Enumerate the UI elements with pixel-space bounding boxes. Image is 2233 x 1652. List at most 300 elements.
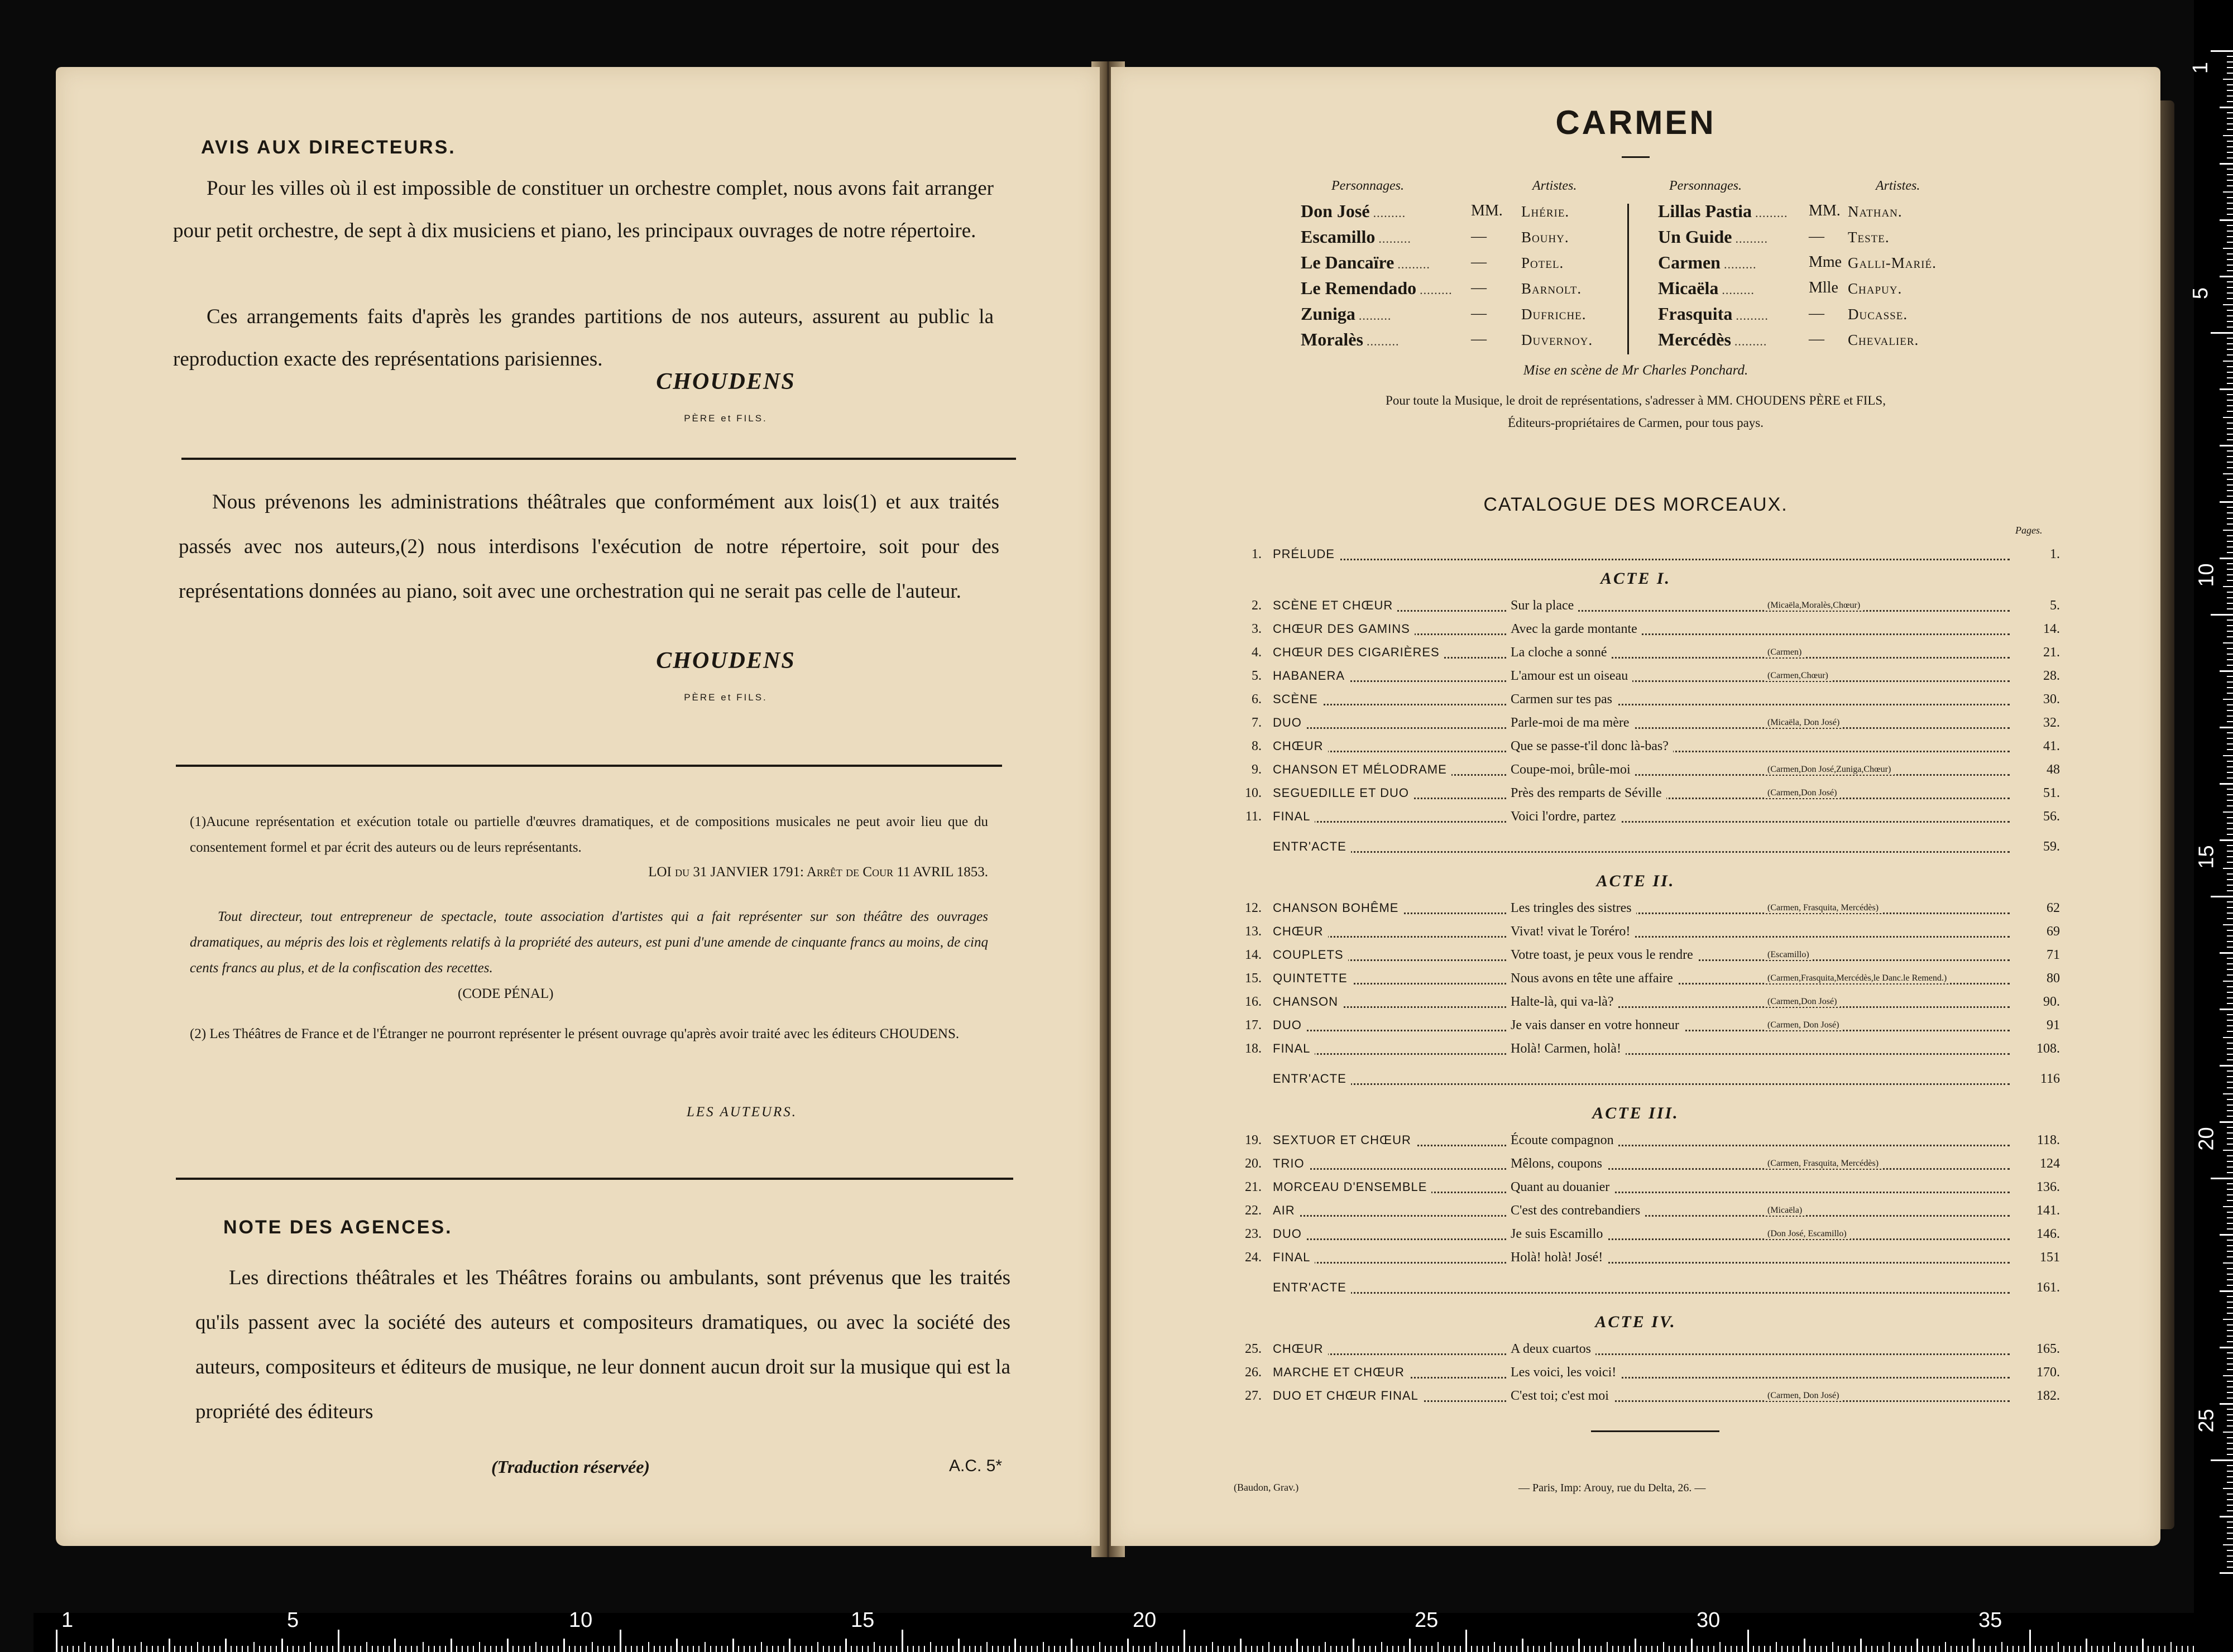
ruler-minor-tick [2227,890,2233,891]
ruler-minor-tick [2227,310,2233,311]
ruler-minor-tick [1398,1646,1399,1652]
ruler-minor-tick [1274,1646,1275,1652]
ruler-minor-tick [2223,1432,2233,1433]
piece-page: 90. [2043,995,2060,1009]
ruler-minor-tick [2227,1398,2233,1399]
piece-incipit: C'est des contrebandiers [1507,1203,1645,1218]
ruler-minor-tick [265,1646,266,1652]
ruler-minor-tick [157,1646,159,1652]
ruler-minor-tick [907,1646,908,1652]
ruler-minor-tick [721,1646,722,1652]
ruler-minor-tick [1787,1646,1788,1652]
ruler-minor-tick [2227,772,2233,773]
ruler-minor-tick [2227,496,2233,497]
ruler-minor-tick [2227,146,2233,147]
ruler-minor-tick [214,1646,215,1652]
piece-number: 6. [1252,692,1262,707]
mise-en-scene: Mise en scène de Mr Charles Ponchard. [1523,363,1748,378]
ruler-minor-tick [2227,1076,2233,1077]
ruler-minor-tick [2227,208,2233,209]
ruler-minor-tick [2227,879,2233,880]
ruler-minor-tick [2227,214,2233,215]
piece-incipit: Nous avons en tête une affaire [1507,971,1678,986]
ruler-minor-tick [332,1646,333,1652]
ruler-minor-tick [2035,1646,2036,1652]
ruler-minor-tick [2227,1510,2233,1511]
ruler-minor-tick [2114,1642,2115,1652]
ruler-minor-tick [2227,1482,2233,1483]
ruler-minor-tick [2227,693,2233,694]
choudens-signature: CHOUDENS [656,369,796,395]
entracte-row [1223,839,2060,862]
ruler-minor-tick [2153,1646,2154,1652]
ruler-minor-tick [2227,152,2233,153]
catalogue-row [1223,598,2060,621]
cast-role: Un Guide [1658,227,1732,247]
ruler-minor-tick [2227,665,2233,666]
ruler-minor-tick [2136,1646,2138,1652]
ruler-minor-tick [2227,541,2233,542]
catalogue-row [1223,971,2060,993]
piece-page: 5. [2050,598,2060,613]
ruler-tick [507,1639,509,1652]
ruler-minor-tick [2227,851,2233,852]
piece-title: CHŒUR [1273,924,1328,939]
ruler-minor-tick [1149,1646,1151,1652]
ruler-minor-tick [856,1646,857,1652]
ruler-minor-tick [2227,1228,2233,1230]
ruler-minor-tick [2227,512,2233,513]
ruler-minor-tick [1894,1646,1895,1652]
ruler-minor-tick [366,1642,367,1652]
ruler-minor-tick [191,1646,192,1652]
piece-number: 20. [1245,1156,1262,1171]
ruler-minor-tick [749,1646,750,1652]
ruler-minor-tick [547,1646,548,1652]
cast-role: Mercédès [1658,329,1731,349]
ruler-minor-tick [1482,1646,1483,1652]
ruler-minor-tick [1516,1646,1517,1652]
left-page [56,67,1100,1546]
ruler-minor-tick [2227,366,2233,367]
ruler-minor-tick [1003,1646,1004,1652]
ruler-minor-tick [1060,1646,1061,1652]
piece-number: 21. [1245,1180,1262,1194]
piece-page: 69 [2047,924,2060,939]
ruler-minor-tick [180,1646,181,1652]
ruler-tick [2220,1234,2233,1236]
ruler-minor-tick [2074,1646,2076,1652]
ruler-minor-tick [2223,191,2233,193]
ruler-minor-tick [2227,681,2233,683]
cast-role: Escamillo [1301,227,1376,247]
ruler-minor-tick [2227,1217,2233,1218]
piece-page: 56. [2043,809,2060,824]
ruler-tick [2029,1630,2031,1652]
ruler-minor-tick [2227,1087,2233,1088]
ruler-minor-tick [2227,1414,2233,1415]
ruler-tick [1691,1639,1693,1652]
ruler-minor-tick [231,1646,232,1652]
cast-role: Frasquita [1658,304,1733,324]
cast-artist: Ducasse. [1848,306,1908,323]
ruler-minor-tick [439,1646,440,1652]
piece-incipit: Quant au douanier [1507,1180,1614,1195]
ruler-minor-tick [716,1646,717,1652]
ruler-minor-tick [287,1646,288,1652]
piece-number: 27. [1245,1389,1262,1403]
right-page [1111,67,2160,1546]
ruler-minor-tick [2227,823,2233,824]
piece-incipit: Holà! holà! José! [1507,1250,1607,1265]
ruler-minor-tick [2227,1194,2233,1195]
piece-title: ENTR'ACTE [1273,839,1351,854]
ruler-tick [732,1639,734,1652]
ruler-minor-tick [2007,1646,2008,1652]
ruler-minor-tick [1369,1646,1371,1652]
piece-page: 108. [2036,1041,2060,1056]
ruler-tick [1127,1639,1129,1652]
catalogue-row [1223,1156,2060,1179]
ruler-tick [1973,1639,1975,1652]
ruler-minor-tick [2227,287,2233,288]
piece-number: 26. [1245,1365,1262,1380]
ruler-minor-tick [2227,1302,2233,1303]
ruler-minor-tick [1855,1646,1856,1652]
ruler-minor-tick [107,1646,108,1652]
ruler-minor-tick [2227,625,2233,626]
ruler-minor-tick [1657,1646,1658,1652]
ruler-minor-tick [2091,1646,2092,1652]
ruler-minor-tick [360,1646,361,1652]
catalogue-row [1223,948,2060,970]
piece-characters: (Micaëla, Don José) [1764,718,1843,728]
ruler-minor-tick [2227,1493,2233,1495]
piece-title: MARCHE ET CHŒUR [1273,1365,1409,1380]
ruler-tick [2211,614,2233,616]
piece-characters: (Carmen, Don José) [1764,1391,1842,1401]
choudens-signature-2-sub: PÈRE et FILS. [684,692,768,703]
ruler-minor-tick [2227,1443,2233,1444]
cast-role: Lillas Pastia [1658,201,1752,221]
ruler-minor-tick [828,1646,830,1652]
ruler-minor-tick [253,1642,255,1652]
piece-incipit: Sur la place [1507,598,1578,613]
ruler-minor-tick [1708,1646,1709,1652]
ruler-minor-tick [383,1646,384,1652]
ruler-minor-tick [315,1646,317,1652]
ruler-minor-tick [2227,315,2233,316]
ruler-minor-tick [1607,1642,1608,1652]
cast-leader-dots: ......... [1397,257,1430,271]
ruler-minor-tick [924,1646,925,1652]
ruler-minor-tick [1798,1646,1799,1652]
ruler-minor-tick [2227,1132,2233,1134]
ruler-minor-tick [2227,963,2233,964]
cast-artist: Nathan. [1848,203,1903,220]
ruler-minor-tick [276,1646,277,1652]
ruler-minor-tick [1387,1646,1388,1652]
ruler-minor-tick [343,1646,344,1652]
ruler-minor-tick [1843,1646,1844,1652]
ruler-minor-tick [1330,1646,1331,1652]
cast-row [1301,252,1430,278]
ruler-minor-tick [710,1646,711,1652]
ruler-minor-tick [1319,1646,1320,1652]
ruler-minor-tick [992,1646,993,1652]
ruler-minor-tick [1511,1646,1512,1652]
piece-number: 16. [1245,995,1262,1009]
ruler-minor-tick [2227,997,2233,998]
ruler-minor-tick [473,1646,474,1652]
ruler-minor-tick [2227,935,2233,937]
catalogue-row [1223,1180,2060,1202]
ruler-tick [2211,896,2233,897]
avis-paragraph-1: Pour les villes où il est impossible de constituer un orchestre complet, nous avons fait arranger pour petit orchestre, de sept à dix musiciens et piano, les principaux ouvrages de notre répertoire. [173,177,994,242]
ruler-tick [2220,1009,2233,1010]
footnote-2-signature: LES AUTEURS. [687,1104,798,1120]
ruler-minor-tick [467,1646,468,1652]
ruler-minor-tick [2227,901,2233,902]
ruler-minor-tick [794,1646,796,1652]
ruler-minor-tick [1702,1646,1703,1652]
ruler-minor-tick [1460,1646,1461,1652]
ruler-minor-tick [2120,1646,2121,1652]
avis-paragraph-2: Ces arrangements faits d'après les grandes partitions de nos auteurs, assurent au public la reproduction exacte des représentations parisiennes. [173,305,994,371]
ruler-tick [1522,1639,1523,1652]
piece-incipit: Carmen sur tes pas [1507,692,1617,707]
ruler-minor-tick [2148,1646,2149,1652]
ruler-minor-tick [614,1646,615,1652]
ruler-minor-tick [2227,101,2233,102]
ruler-minor-tick [512,1646,514,1652]
ruler-minor-tick [2227,1324,2233,1326]
ruler-minor-tick [2227,225,2233,226]
ruler-minor-tick [2227,230,2233,232]
ruler-minor-tick [1178,1646,1179,1652]
ruler-minor-tick [2227,608,2233,609]
leader-dots [1273,692,2010,705]
ruler-minor-tick [2227,789,2233,790]
ruler-minor-tick [1820,1646,1822,1652]
piece-number: 5. [1252,669,1262,683]
leader-dots [1273,715,2010,729]
ruler-minor-tick [84,1642,85,1652]
ruler-label: 10 [569,1608,593,1632]
ruler-minor-tick [2227,61,2233,63]
ruler-minor-tick [377,1646,378,1652]
ruler-minor-tick [1026,1646,1027,1652]
footer-printer: — Paris, Imp: Arouy, rue du Delta, 26. — [1518,1482,1706,1494]
ruler-minor-tick [834,1646,835,1652]
ruler-minor-tick [2227,1538,2233,1539]
leader-dots [1273,1250,2010,1264]
ruler-minor-tick [1245,1646,1247,1652]
ruler-minor-tick [2012,1646,2014,1652]
ruler-minor-tick [1167,1646,1168,1652]
catalogue-row [1223,547,2060,569]
ruler-tick [620,1630,621,1652]
ruler-minor-tick [2227,574,2233,575]
ruler-minor-tick [2227,321,2233,322]
ruler-minor-tick [1612,1646,1613,1652]
ruler-minor-tick [2223,811,2233,813]
ruler-minor-tick [693,1646,694,1652]
ruler-tick [676,1639,678,1652]
ruler-minor-tick [783,1646,784,1652]
ruler-minor-tick [310,1642,311,1652]
ruler-minor-tick [1595,1646,1596,1652]
ruler-minor-tick [885,1646,886,1652]
ruler-minor-tick [152,1646,153,1652]
leader-dots [1273,1280,2010,1294]
ruler-minor-tick [2164,1646,2165,1652]
ruler-minor-tick [2227,1341,2233,1342]
cast-leader-dots: ......... [1358,309,1392,323]
ruler-minor-tick [1156,1642,1157,1652]
piece-characters: (Carmen,Chœur) [1764,671,1832,681]
ruler-minor-tick [2223,924,2233,925]
ruler-tick [2220,783,2233,785]
piece-number: 24. [1245,1250,1262,1265]
ruler-tick [2220,1290,2233,1292]
ruler-minor-tick [2227,732,2233,733]
catalogue-row [1223,1041,2060,1064]
cast-artist: Bouhy. [1521,229,1569,246]
ruler-minor-tick [761,1642,762,1652]
ruler-minor-tick [1065,1646,1066,1652]
catalogue-row [1223,739,2060,761]
cast-row [1658,252,1756,278]
ruler-minor-tick [2223,981,2233,982]
cast-row [1301,329,1399,355]
ruler-minor-tick [2227,507,2233,508]
ruler-tick [2142,1639,2144,1652]
ruler-minor-tick [2227,766,2233,767]
ruler-minor-tick [580,1646,581,1652]
ruler-minor-tick [2227,1059,2233,1060]
ruler-minor-tick [219,1646,221,1652]
piece-title: ENTR'ACTE [1273,1072,1351,1086]
ruler-tick [169,1639,170,1652]
ruler-minor-tick [1951,1646,1952,1652]
ruler-minor-tick [423,1642,424,1652]
ruler-minor-tick [2227,1381,2233,1382]
ruler-minor-tick [2227,270,2233,271]
ruler-minor-tick [259,1646,260,1652]
catalogue-row [1223,809,2060,832]
ruler-minor-tick [840,1646,841,1652]
ruler-minor-tick [1680,1646,1681,1652]
ruler-minor-tick [163,1646,164,1652]
piece-number: 19. [1245,1133,1262,1147]
ruler-label: 10 [2194,563,2218,587]
piece-title: COUPLETS [1273,948,1348,962]
ruler-minor-tick [2227,1336,2233,1337]
ruler-minor-tick [90,1646,91,1652]
footnote-1: (1)Aucune représentation et exécution totale ou partielle d'œuvres dramatiques, et de compositions musicales ne peut avoir lieu que du consentement formel et par écrit des auteurs ou de leurs représentants. [190,814,988,855]
catalogue-row [1223,1365,2060,1387]
leader-dots [1273,995,2010,1008]
ruler-minor-tick [2227,654,2233,655]
ruler-minor-tick [2227,1014,2233,1015]
ruler-minor-tick [2227,95,2233,97]
ruler-minor-tick [2227,1386,2233,1387]
ruler-minor-tick [2227,552,2233,553]
ruler-minor-tick [1302,1646,1303,1652]
ruler-tick [2220,163,2233,165]
ruler-minor-tick [2223,530,2233,531]
ruler-minor-tick [1629,1646,1630,1652]
ruler-tick [2220,276,2233,277]
ruler-minor-tick [2227,524,2233,525]
ruler-minor-tick [2227,383,2233,384]
ruler-minor-tick [1488,1646,1489,1652]
ruler-minor-tick [405,1646,406,1652]
cast-row [1658,227,1768,252]
ruler-minor-tick [659,1646,660,1652]
entracte-row [1223,1072,2060,1094]
ruler-minor-tick [868,1646,869,1652]
footnote-2: (2) Les Théâtres de France et de l'Étranger ne pourront représenter le présent ouvrage qu'après avoir traité avec les éditeurs CHOUDENS. [190,1026,960,1041]
piece-incipit: Les tringles des sistres [1507,901,1636,916]
piece-title: SCÈNE ET CHŒUR [1273,598,1397,613]
divider-3 [176,1178,1013,1180]
cast-prefix: — [1809,228,1824,245]
ruler-minor-tick [197,1642,198,1652]
ruler-tick [225,1639,227,1652]
piece-title: QUINTETTE [1273,971,1352,986]
ruler-minor-tick [2227,1454,2233,1455]
ruler-minor-tick [1725,1646,1726,1652]
piece-page: 151 [2040,1250,2060,1265]
ruler-minor-tick [327,1646,328,1652]
ruler-minor-tick [2227,1144,2233,1145]
ruler-minor-tick [2227,67,2233,68]
ruler-minor-tick [2227,197,2233,198]
ruler-minor-tick [1172,1646,1173,1652]
ruler-minor-tick [2227,1352,2233,1353]
ruler-minor-tick [2223,1037,2233,1038]
ruler-tick [2220,107,2233,108]
ruler-minor-tick [2024,1646,2025,1652]
ruler-minor-tick [1415,1646,1416,1652]
ruler-tick [2220,219,2233,221]
ruler-minor-tick [1911,1646,1912,1652]
ruler-minor-tick [766,1646,768,1652]
piece-page: 48 [2047,762,2060,777]
ruler-minor-tick [969,1646,970,1652]
ruler-minor-tick [2227,411,2233,412]
ruler-minor-tick [1494,1642,1495,1652]
ruler-minor-tick [95,1646,97,1652]
ruler-minor-tick [456,1646,457,1652]
ruler-minor-tick [1133,1646,1134,1652]
ruler-minor-tick [608,1646,610,1652]
ruler-minor-tick [1076,1646,1077,1652]
ruler-minor-tick [2227,490,2233,491]
piece-title: HABANERA [1273,669,1349,683]
ruler-minor-tick [2187,1646,2188,1652]
ruler-label: 5 [2189,287,2213,300]
ruler-minor-tick [2125,1646,2126,1652]
ruler-minor-tick [2227,405,2233,406]
cast-artist: Galli-Marié. [1848,254,1937,271]
ruler-minor-tick [2227,434,2233,435]
ruler-minor-tick [1889,1642,1890,1652]
ruler-minor-tick [2227,969,2233,970]
cast-row [1658,278,1755,304]
